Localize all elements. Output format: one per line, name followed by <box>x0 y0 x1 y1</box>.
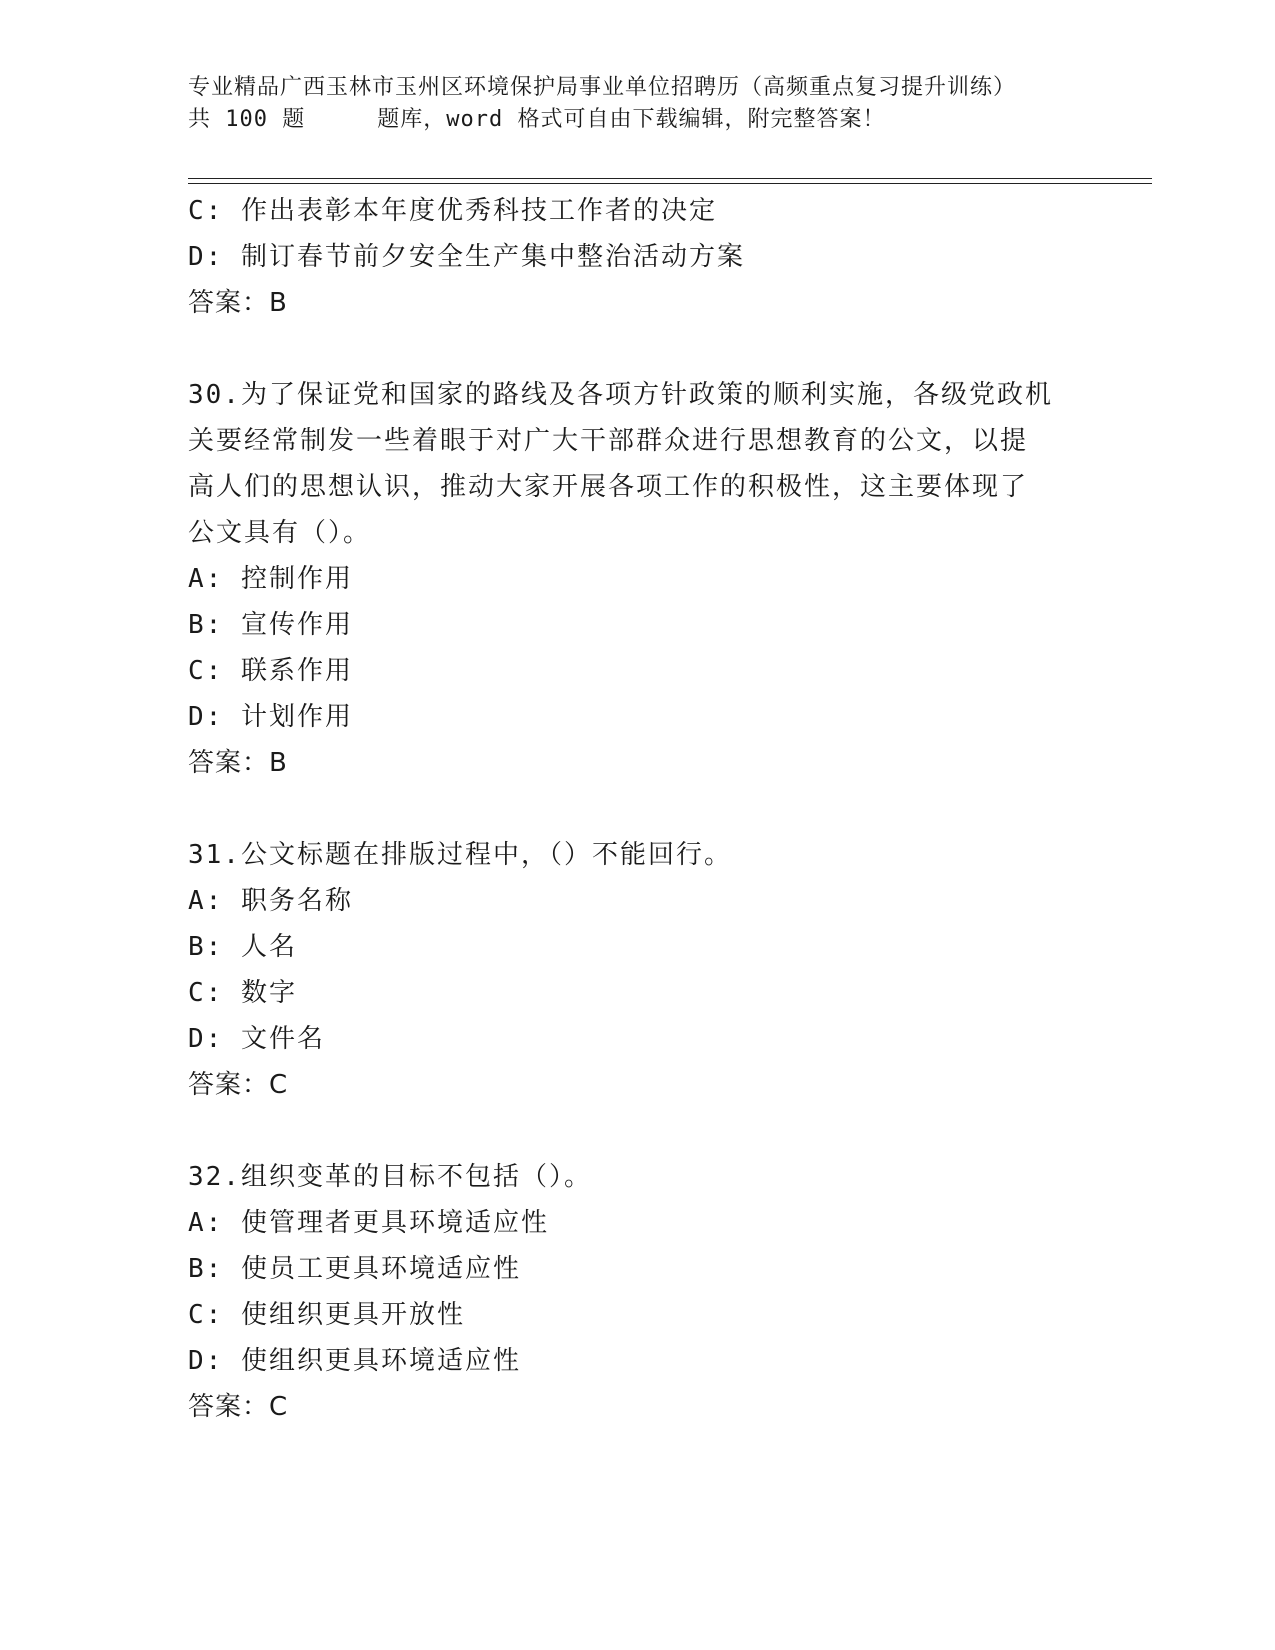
question-text: 31.公文标题在排版过程中，（）不能回行。 <box>188 840 732 870</box>
header-rule-bottom <box>188 183 1152 184</box>
question-text: 32.组织变革的目标不包括（）。 <box>188 1162 592 1192</box>
option-c: C: 联系作用 <box>188 656 353 686</box>
document-header <box>188 72 1148 136</box>
header-title: 专业精品广西玉林市玉州区环境保护局事业单位招聘历（高频重点复习提升训练） <box>188 75 1017 100</box>
question-29-tail <box>188 188 1088 326</box>
header-question-count: 共 100 题 <box>188 107 306 132</box>
question-32 <box>188 1154 1088 1430</box>
option-b: B: 宣传作用 <box>188 610 353 640</box>
answer-label: 答案：C <box>188 1392 289 1422</box>
option-c: C: 作出表彰本年度优秀科技工作者的决定 <box>188 196 717 226</box>
question-text-line: 30.为了保证党和国家的路线及各项方针政策的顺利实施，各级党政机 <box>188 380 1053 410</box>
option-a: A: 控制作用 <box>188 564 353 594</box>
answer-label: 答案：B <box>188 288 288 318</box>
question-text-line: 关要经常制发一些着眼于对广大干部群众进行思想教育的公文，以提 <box>188 426 1029 456</box>
question-text <box>188 372 1088 556</box>
option-d: D: 制订春节前夕安全生产集中整治活动方案 <box>188 242 745 272</box>
question-31 <box>188 832 1088 1108</box>
answer-label: 答案：C <box>188 1070 289 1100</box>
question-list <box>188 188 1088 1430</box>
option-a: A: 职务名称 <box>188 886 353 916</box>
answer-label: 答案：B <box>188 748 288 778</box>
header-rule-top <box>188 178 1152 179</box>
header-description: 题库，word 格式可自由下载编辑，附完整答案！ <box>377 107 886 132</box>
option-c: C: 使组织更具开放性 <box>188 1300 465 1330</box>
option-d: D: 计划作用 <box>188 702 353 732</box>
option-b: B: 人名 <box>188 932 297 962</box>
option-b: B: 使员工更具环境适应性 <box>188 1254 521 1284</box>
question-text-line: 高人们的思想认识，推动大家开展各项工作的积极性，这主要体现了 <box>188 472 1029 502</box>
question-30 <box>188 372 1088 786</box>
question-text-line: 公文具有（）。 <box>188 518 372 548</box>
option-a: A: 使管理者更具环境适应性 <box>188 1208 549 1238</box>
option-d: D: 使组织更具环境适应性 <box>188 1346 521 1376</box>
option-c: C: 数字 <box>188 978 297 1008</box>
option-d: D: 文件名 <box>188 1024 325 1054</box>
header-subtitle <box>188 104 1148 136</box>
